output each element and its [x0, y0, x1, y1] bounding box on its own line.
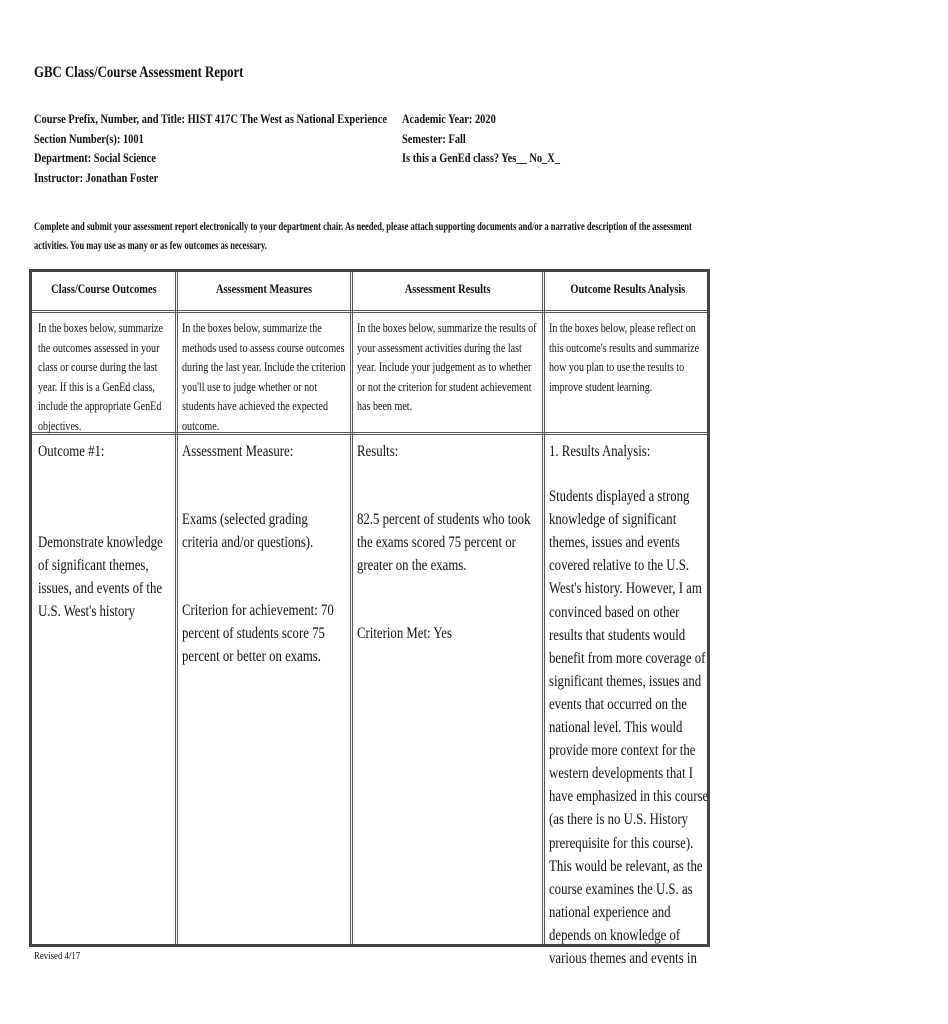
measure-cell	[178, 440, 350, 940]
measure-label: Assessment Measure:	[182, 443, 294, 460]
analysis-cell	[545, 440, 710, 967]
analysis-label: 1. Results Analysis:	[549, 443, 651, 460]
row-divider	[32, 310, 707, 313]
report-title: GBC Class/Course Assessment Report	[34, 64, 244, 81]
results-text: 82.5 percent of students who took the exams scored 75 percent or greater on the exams.	[357, 511, 531, 575]
results-cell	[353, 440, 542, 940]
instructions-line-1: Complete and submit your assessment report electronically to your department chair. As needed, please attach supporting documents and/or a narrative description of the assessment	[34, 219, 692, 233]
measure-criterion: Criterion for achievement: 70 percent of students score 75 percent or better on exams.	[182, 602, 334, 666]
gened-line: Is this a GenEd class? Yes__ No_X_	[402, 150, 560, 165]
semester-line: Semester: Fall	[402, 130, 466, 146]
section-number-line: Section Number(s): 1001	[34, 130, 144, 146]
revision-note: Revised 4/17	[34, 950, 81, 962]
instructions	[34, 217, 884, 255]
instructor-line: Instructor: Jonathan Foster	[34, 169, 159, 185]
header-results: Assessment Results	[404, 281, 491, 296]
header-outcomes: Class/Course Outcomes	[50, 281, 157, 296]
description-analysis: In the boxes below, please reflect on this outcome's results and summarize how you plan to use the results to improve student learning.	[549, 321, 700, 394]
results-criterion: Criterion Met: Yes	[357, 625, 452, 643]
outcome-cell	[34, 440, 175, 940]
measure-text: Exams (selected grading criteria and/or questions).	[182, 511, 314, 552]
course-title-line: Course Prefix, Number, and Title: HIST 417C The West as National Experience	[34, 111, 387, 126]
outcome-label: Outcome #1:	[38, 443, 105, 460]
header-analysis: Outcome Results Analysis	[569, 281, 685, 296]
department-line: Department: Social Science	[34, 150, 156, 165]
analysis-text: Students displayed a strong knowledge of significant themes, issues and events covered relative to the U.S. West's history. However, I am convinced based on other results that students would benefit from more coverage of significant themes, issues and events that occurred on the national level. This would provide more context for the western developments that I have emphasized in this course (as there is no U.S. History prerequisite for this course). This would be relevant, as the course examines the U.S. as national experience and depends on knowledge of various themes and events in	[549, 488, 709, 967]
academic-year-line: Academic Year: 2020	[402, 111, 496, 126]
outcome-text: Demonstrate knowledge of significant themes, issues, and events of the U.S. West's history	[38, 534, 163, 621]
description-results: In the boxes below, summarize the results of your assessment activities during the last year. Include your judgement as to whether or not the criterion for student achievement has been met.	[357, 321, 537, 414]
instructions-line-2: activities. You may use as many or as few outcomes as necessary.	[34, 238, 267, 252]
term-info	[402, 109, 599, 168]
description-outcomes: In the boxes below, summarize the outcomes assessed in your class or course during the last year. If this is a GenEd class, include the appropriate GenEd objectives.	[38, 321, 163, 433]
description-measures: In the boxes below, summarize the methods used to assess course outcomes during the last year. Include the criterion you'll use to judge whether or not students have achieved the expected outcome.	[182, 321, 346, 433]
results-label: Results:	[357, 443, 399, 460]
header-measures: Assessment Measures	[216, 281, 312, 296]
